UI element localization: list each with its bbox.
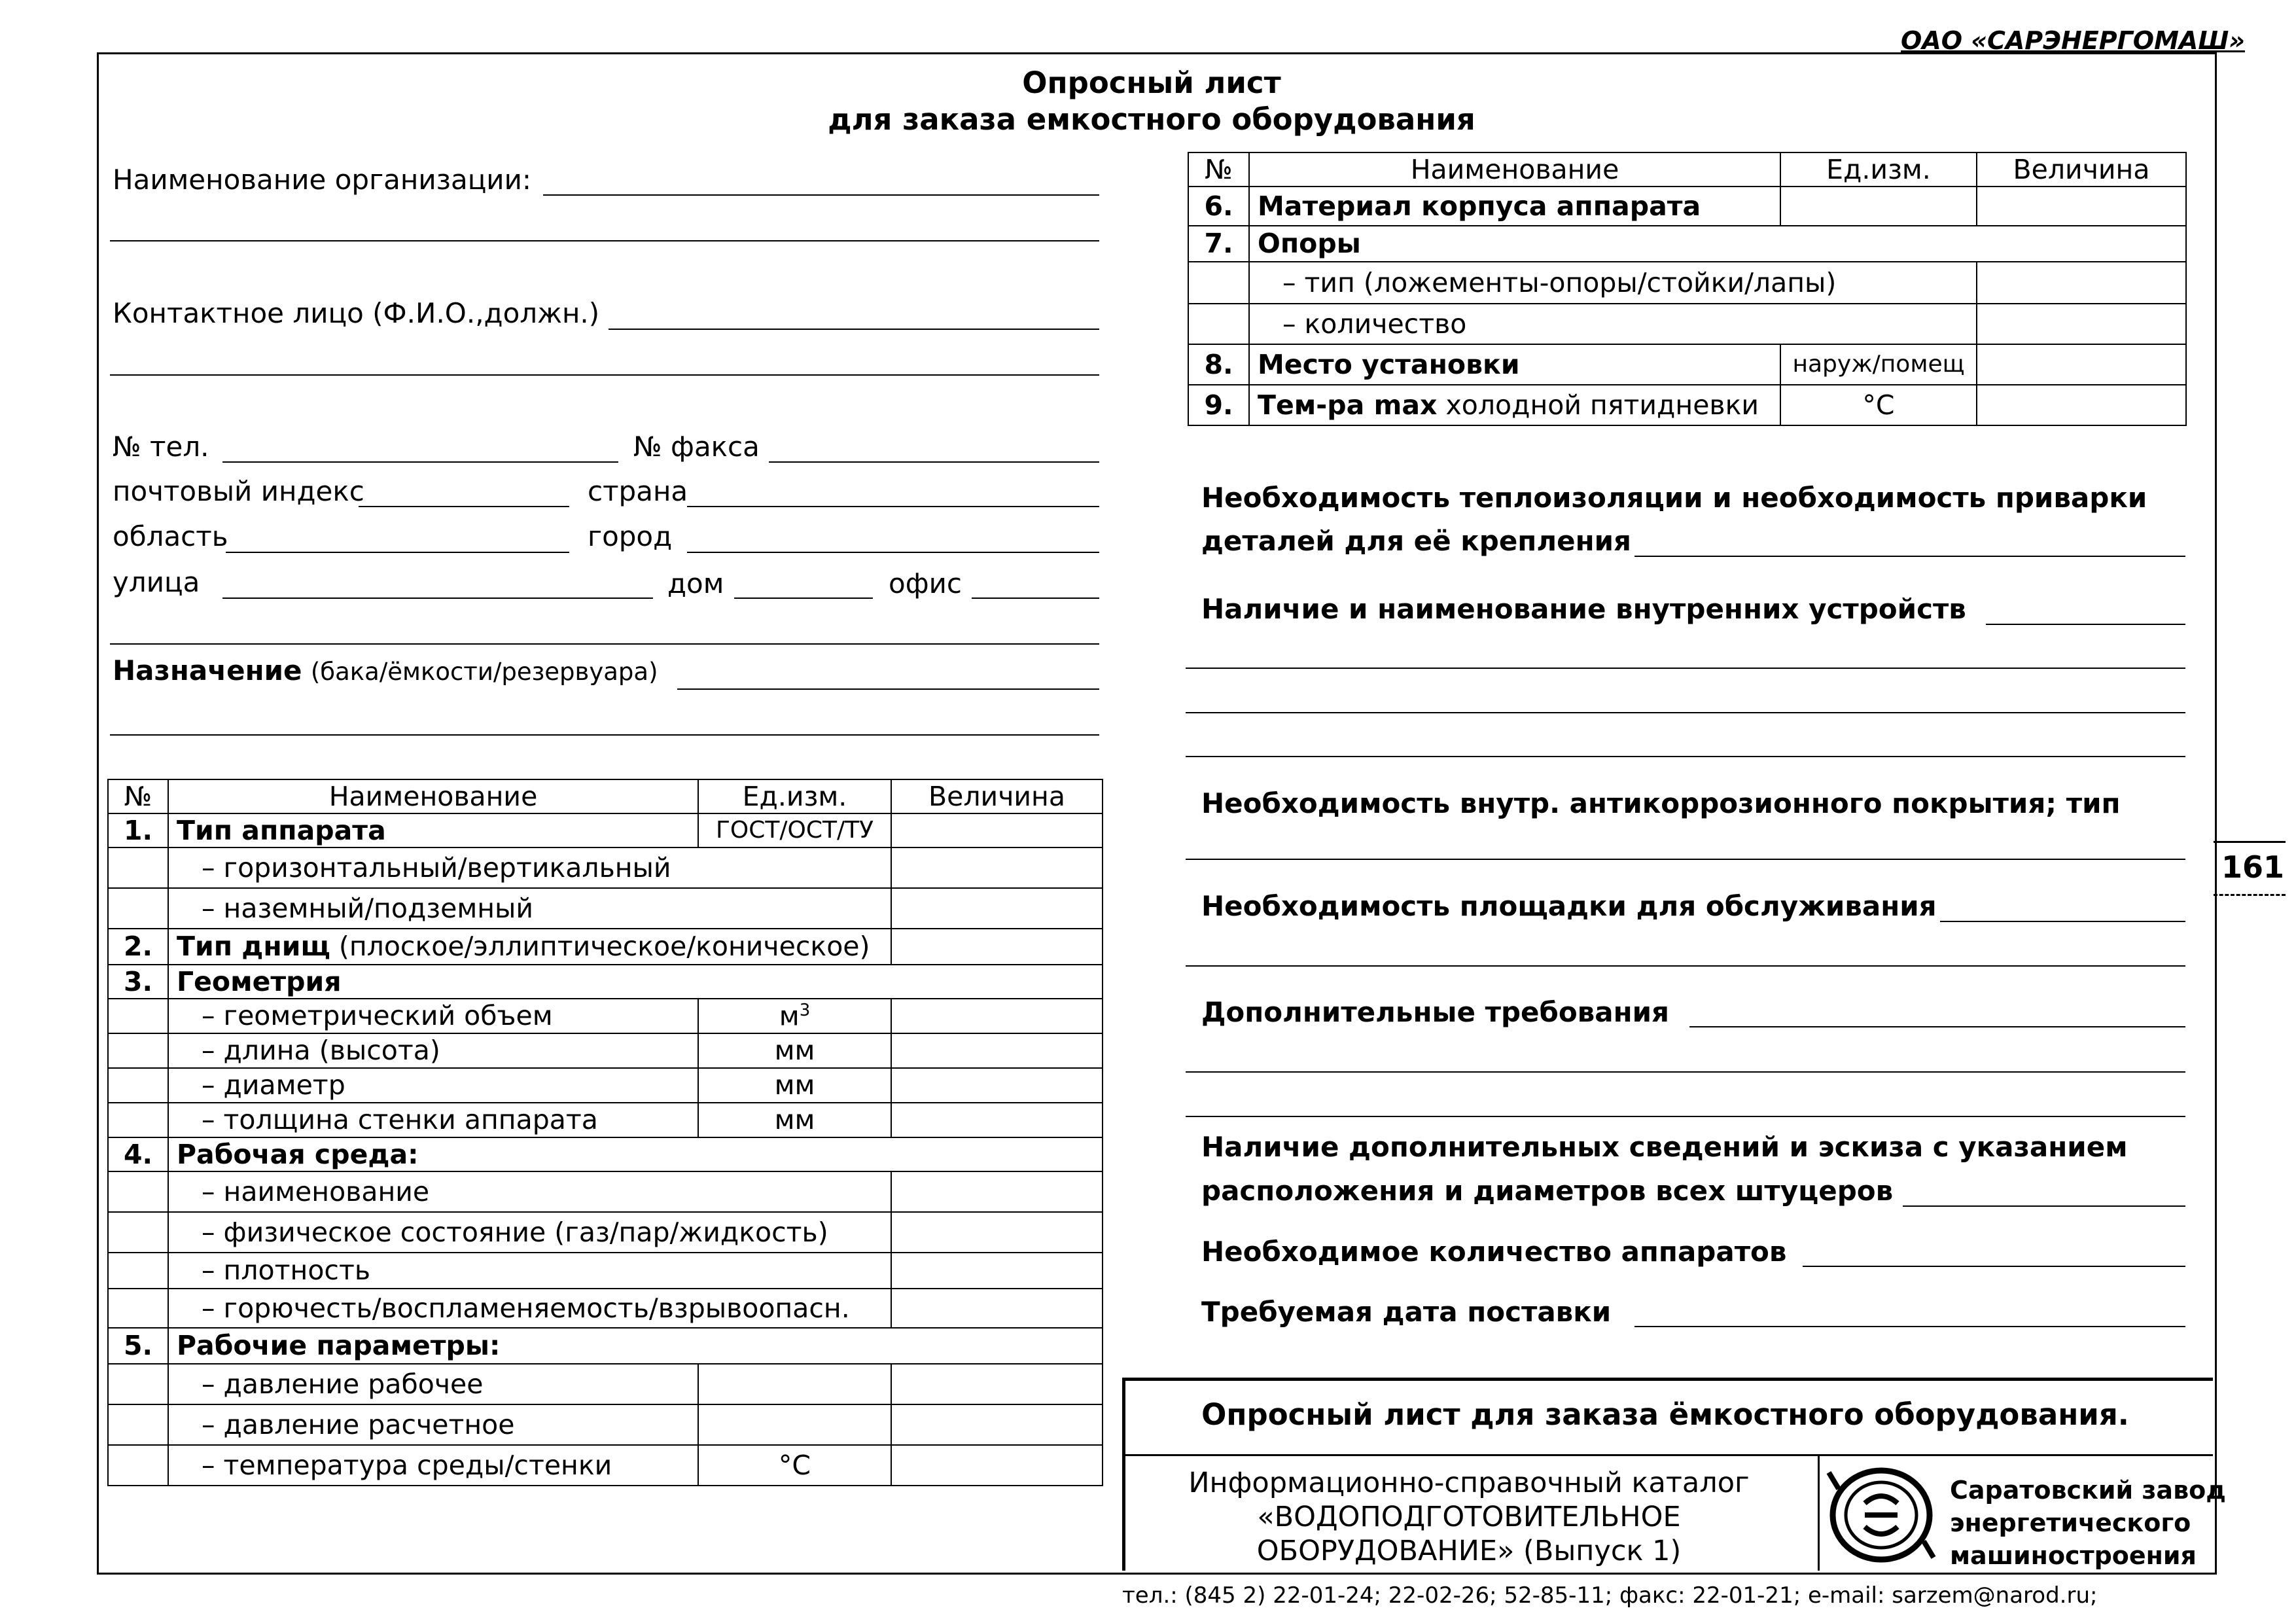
row-name: – физическое состояние (газ/пар/жидкость) <box>168 1212 891 1253</box>
row-number: 6. <box>1188 187 1249 226</box>
table-row <box>1188 385 2186 425</box>
tel-input[interactable] <box>222 461 618 463</box>
office-input[interactable] <box>972 597 1099 599</box>
row-name: – количество <box>1249 304 1977 344</box>
row-name <box>168 929 891 965</box>
row-name: Опоры <box>1249 226 2186 262</box>
org-input-2[interactable] <box>110 240 1099 241</box>
row-number <box>108 1253 168 1289</box>
row-number: 5. <box>108 1328 168 1364</box>
row-unit: наруж/помещ <box>1780 344 1977 385</box>
row-number <box>108 1033 168 1068</box>
row-name: – геометрический объем <box>168 999 698 1033</box>
row-name-bold: Тип днищ <box>177 931 330 962</box>
row-number: 1. <box>108 813 168 847</box>
table-row <box>108 847 1103 888</box>
street-input[interactable] <box>222 597 653 599</box>
org-input[interactable] <box>543 194 1099 196</box>
q-additional-reqs: Дополнительные требования <box>1201 996 1670 1028</box>
table-row <box>108 1289 1103 1328</box>
value-cell[interactable] <box>891 1033 1103 1068</box>
row-number <box>108 1289 168 1328</box>
table-row <box>108 1137 1103 1171</box>
q-internal-devices: Наличие и наименование внутренних устройств <box>1201 593 1966 625</box>
value-cell[interactable] <box>891 1103 1103 1137</box>
fax-label: № факса <box>633 431 760 463</box>
q-insulation-line2: деталей для её крепления <box>1201 525 1631 557</box>
plant-line1: Саратовский завод <box>1950 1476 2226 1505</box>
table-row <box>108 965 1103 999</box>
street-label: улица <box>113 566 200 598</box>
row-number: 9. <box>1188 385 1249 425</box>
anticorrosion-input[interactable] <box>1186 859 2185 860</box>
value-cell[interactable] <box>891 1364 1103 1404</box>
platform-input-2[interactable] <box>1186 965 2185 967</box>
catalog-info <box>1125 1466 1812 1568</box>
left-params-table <box>107 779 1103 1486</box>
right-params-table <box>1188 152 2187 426</box>
header-name: Наименование <box>168 779 698 813</box>
row-number <box>108 1404 168 1445</box>
city-label: город <box>588 520 673 552</box>
value-cell[interactable] <box>1977 385 2186 425</box>
office-label: офис <box>889 567 962 599</box>
title-block-vdivider <box>1818 1454 1820 1571</box>
delivery-date-input[interactable] <box>1634 1326 2185 1327</box>
sketch-input[interactable] <box>1903 1205 2185 1207</box>
sem-logo-icon <box>1826 1463 1937 1567</box>
value-cell[interactable] <box>891 813 1103 847</box>
row-name <box>1249 385 1780 425</box>
table-row <box>108 1253 1103 1289</box>
header-value: Величина <box>1977 152 2186 187</box>
value-cell[interactable] <box>891 1289 1103 1328</box>
catalog-line3: ОБОРУДОВАНИЕ» (Выпуск 1) <box>1256 1535 1682 1567</box>
header-unit: Ед.изм. <box>698 779 891 813</box>
title-block-divider <box>1122 1454 2213 1456</box>
purpose-bold: Назначение <box>113 654 302 687</box>
value-cell[interactable] <box>891 1253 1103 1289</box>
row-name: – диаметр <box>168 1068 698 1103</box>
header-name: Наименование <box>1249 152 1780 187</box>
table-row <box>108 999 1103 1033</box>
row-number <box>1188 304 1249 344</box>
quantity-input[interactable] <box>1803 1266 2185 1267</box>
city-input[interactable] <box>687 552 1099 553</box>
region-input[interactable] <box>226 552 569 553</box>
row-name-bold: Тем-ра max <box>1258 389 1438 421</box>
table-header-row <box>1188 152 2186 187</box>
table-row <box>108 1103 1103 1137</box>
contact-input-2[interactable] <box>110 374 1099 376</box>
internal-devices-input-2[interactable] <box>1186 668 2185 669</box>
additional-reqs-input-2[interactable] <box>1186 1071 2185 1073</box>
row-name: – тип (ложементы-опоры/стойки/лапы) <box>1249 262 1977 304</box>
row-number <box>108 847 168 888</box>
table-row <box>108 1212 1103 1253</box>
row-number <box>108 1445 168 1486</box>
value-cell[interactable] <box>891 1171 1103 1212</box>
house-label: дом <box>667 567 724 599</box>
row-unit: мм <box>698 1103 891 1137</box>
q-quantity: Необходимое количество аппаратов <box>1201 1236 1787 1268</box>
purpose-note: (бака/ёмкости/резервуара) <box>310 658 658 686</box>
row-name: – наименование <box>168 1171 891 1212</box>
table-row <box>1188 226 2186 262</box>
table-row <box>108 929 1103 965</box>
contacts-line: тел.: (845 2) 22-01-24; 22-02-26; 52-85-11; факс: 22-01-21; e-mail: sarzem@narod.ru; <box>1122 1582 2098 1609</box>
table-row <box>108 888 1103 929</box>
table-row <box>1188 304 2186 344</box>
insulation-input[interactable] <box>1634 556 2185 557</box>
catalog-line1: Информационно-справочный каталог <box>1188 1467 1750 1499</box>
row-number <box>108 1364 168 1404</box>
plant-line3: машиностроения <box>1950 1541 2197 1570</box>
unit-cell[interactable] <box>1780 187 1977 226</box>
table-row <box>108 1364 1103 1404</box>
row-unit: ГОСТ/ОСТ/ТУ <box>698 813 891 847</box>
row-name: – температура среды/стенки <box>168 1445 698 1486</box>
row-number: 7. <box>1188 226 1249 262</box>
row-name: – давление расчетное <box>168 1404 698 1445</box>
country-label: страна <box>588 475 688 507</box>
value-cell[interactable] <box>1977 304 2186 344</box>
footer-title: Опросный лист для заказа ёмкостного оборудования. <box>1201 1397 2129 1432</box>
row-number <box>1188 262 1249 304</box>
table-row <box>1188 344 2186 385</box>
table-row <box>108 1033 1103 1068</box>
row-unit: мм <box>698 1068 891 1103</box>
value-cell[interactable] <box>891 1068 1103 1103</box>
value-cell[interactable] <box>891 929 1103 965</box>
q-sketch-line2: расположения и диаметров всех штуцеров <box>1201 1175 1894 1207</box>
internal-devices-input-4[interactable] <box>1186 756 2185 757</box>
contact-input[interactable] <box>609 329 1099 330</box>
form-title-line2: для заказа емкостного оборудования <box>828 102 1475 137</box>
row-unit <box>698 999 891 1033</box>
internal-devices-input[interactable] <box>1986 624 2185 625</box>
row-name: – горючесть/воспламеняемость/взрывоопасн. <box>168 1289 891 1328</box>
internal-devices-input-3[interactable] <box>1186 712 2185 713</box>
value-cell[interactable] <box>891 1404 1103 1445</box>
value-cell[interactable] <box>1977 187 2186 226</box>
value-cell[interactable] <box>891 847 1103 888</box>
row-name: – давление рабочее <box>168 1364 698 1404</box>
header-unit: Ед.изм. <box>1780 152 1977 187</box>
row-name: – толщина стенки аппарата <box>168 1103 698 1137</box>
value-cell[interactable] <box>891 888 1103 929</box>
value-cell[interactable] <box>1977 262 2186 304</box>
row-name: Место установки <box>1249 344 1780 385</box>
catalog-line2: «ВОДОПОДГОТОВИТЕЛЬНОЕ <box>1257 1501 1681 1533</box>
plant-line2: энергетического <box>1950 1508 2191 1537</box>
table-row <box>108 1328 1103 1364</box>
row-name: – горизонтальный/вертикальный <box>168 847 891 888</box>
row-name: Геометрия <box>168 965 1103 999</box>
q-anticorrosion: Необходимость внутр. антикоррозионного покрытия; тип <box>1201 787 2121 819</box>
row-number: 2. <box>108 929 168 965</box>
unit-superscript: 3 <box>799 1001 811 1021</box>
row-number: 3. <box>108 965 168 999</box>
table-row <box>108 813 1103 847</box>
org-label: Наименование организации: <box>113 164 532 196</box>
row-number: 4. <box>108 1137 168 1171</box>
house-input[interactable] <box>734 597 873 599</box>
row-number: 8. <box>1188 344 1249 385</box>
table-row <box>108 1445 1103 1486</box>
purpose-input-2[interactable] <box>110 734 1099 736</box>
table-row <box>1188 262 2186 304</box>
purpose-input[interactable] <box>677 688 1099 690</box>
contact-label: Контактное лицо (Ф.И.О.,должн.) <box>113 297 600 329</box>
zip-input[interactable] <box>359 506 569 507</box>
additional-reqs-input[interactable] <box>1689 1026 2185 1027</box>
unit-cell[interactable] <box>698 1364 891 1404</box>
zip-label: почтовый индекс <box>113 475 364 507</box>
value-cell[interactable] <box>891 1212 1103 1253</box>
tel-label: № тел. <box>113 431 209 463</box>
fax-input[interactable] <box>769 461 1099 463</box>
row-number <box>108 1171 168 1212</box>
table-row <box>108 1171 1103 1212</box>
header-no: № <box>108 779 168 813</box>
page-number: 161 <box>2221 849 2285 885</box>
q-insulation-line1: Необходимость теплоизоляции и необходимость приварки <box>1201 482 2147 514</box>
value-cell[interactable] <box>1977 344 2186 385</box>
row-number <box>108 999 168 1033</box>
row-name: Рабочая среда: <box>168 1137 1103 1171</box>
value-cell[interactable] <box>891 1445 1103 1486</box>
row-name-note: (плоское/эллиптическое/коническое) <box>338 931 870 962</box>
row-unit: мм <box>698 1033 891 1068</box>
row-name-rest: холодной пятидневки <box>1445 389 1759 421</box>
region-label: область <box>113 520 228 552</box>
row-name: – наземный/подземный <box>168 888 891 929</box>
row-name: Рабочие параметры: <box>168 1328 1103 1364</box>
row-name: – длина (высота) <box>168 1033 698 1068</box>
unit-text: м <box>779 1000 800 1032</box>
row-name: Тип аппарата <box>168 813 698 847</box>
table-header-row <box>108 779 1103 813</box>
row-unit: °C <box>698 1445 891 1486</box>
unit-cell[interactable] <box>698 1404 891 1445</box>
address-input-2[interactable] <box>110 643 1099 645</box>
row-number <box>108 1212 168 1253</box>
country-input[interactable] <box>687 506 1099 507</box>
value-cell[interactable] <box>891 999 1103 1033</box>
table-row <box>108 1404 1103 1445</box>
header-value: Величина <box>891 779 1103 813</box>
row-unit: °C <box>1780 385 1977 425</box>
purpose-label <box>113 654 658 687</box>
header-no: № <box>1188 152 1249 187</box>
row-number <box>108 888 168 929</box>
row-name: – плотность <box>168 1253 891 1289</box>
row-number <box>108 1103 168 1137</box>
table-row <box>1188 187 2186 226</box>
plant-name <box>1950 1474 2226 1572</box>
row-name: Материал корпуса аппарата <box>1249 187 1780 226</box>
table-row <box>108 1068 1103 1103</box>
additional-reqs-input-3[interactable] <box>1186 1116 2185 1117</box>
platform-input[interactable] <box>1940 921 2185 922</box>
q-delivery-date: Требуемая дата поставки <box>1201 1296 1612 1328</box>
q-platform: Необходимость площадки для обслуживания <box>1201 890 1937 922</box>
company-name: ОАО «САРЭНЕРГОМАШ» <box>1901 26 2245 55</box>
q-sketch-line1: Наличие дополнительных сведений и эскиза с указанием <box>1201 1131 2128 1163</box>
form-title-line1: Опросный лист <box>1022 65 1281 100</box>
row-number <box>108 1068 168 1103</box>
